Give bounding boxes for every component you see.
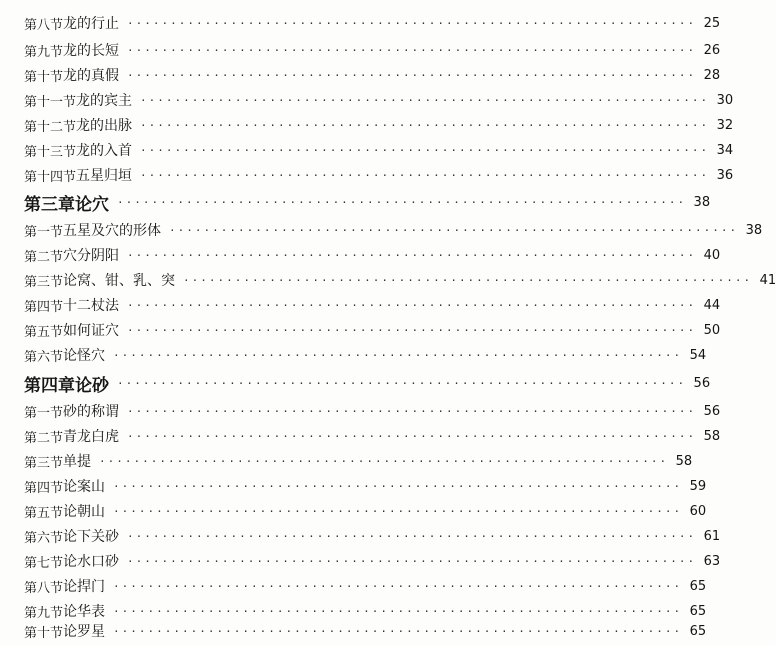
page-number: 65 <box>689 623 707 639</box>
section-title: 龙的行止 <box>63 16 120 32</box>
section-number: 第三节 <box>24 274 64 290</box>
page-number: 61 <box>703 528 721 544</box>
page-number: 38 <box>693 194 711 210</box>
page-number: 44 <box>703 297 721 313</box>
section-title: 龙的出脉 <box>76 118 133 134</box>
toc-entry <box>24 38 721 62</box>
dot-leader: ·································································· <box>140 93 710 107</box>
page-number: 40 <box>703 247 721 263</box>
section-title: 如何证穴 <box>63 323 120 339</box>
section-title: 十二杖法 <box>63 298 120 314</box>
dot-leader: ·································································· <box>140 168 710 182</box>
section-title: 龙的真假 <box>63 68 120 84</box>
toc-entry <box>24 343 707 367</box>
dot-leader: ·································································· <box>117 195 687 209</box>
section-title: 穴分阴阳 <box>63 248 120 264</box>
dot-leader: ·································································· <box>113 624 683 638</box>
dot-leader: ·································································· <box>113 348 683 362</box>
toc-entry <box>24 218 763 242</box>
section-number: 第七节 <box>24 555 64 571</box>
dot-leader: ·································································· <box>169 223 739 237</box>
section-number: 第二节 <box>24 430 64 446</box>
section-title: 论窝、钳、乳、突 <box>63 273 176 289</box>
dot-leader: ·································································· <box>127 298 697 312</box>
section-number: 第六节 <box>24 349 64 365</box>
page-number: 30 <box>716 92 734 108</box>
page-number: 26 <box>703 42 721 58</box>
dot-leader: ·································································· <box>127 248 697 262</box>
toc-entry <box>24 549 721 573</box>
toc-entry <box>24 268 776 292</box>
page-number: 50 <box>703 322 721 338</box>
page-number: 34 <box>716 142 734 158</box>
dot-leader: ·································································· <box>183 273 753 287</box>
section-number: 第九节 <box>24 605 64 621</box>
toc-chapter <box>24 371 711 396</box>
section-number: 第一节 <box>24 405 64 421</box>
page-number: 38 <box>745 222 763 238</box>
section-title: 龙的长短 <box>63 43 120 59</box>
page-number: 25 <box>703 15 721 31</box>
section-number: 第八节 <box>24 17 64 33</box>
page-number: 65 <box>689 603 707 619</box>
section-title: 龙的宾主 <box>76 93 133 109</box>
section-number: 第三节 <box>24 455 64 471</box>
section-title: 论案山 <box>63 479 106 495</box>
toc-entry <box>24 399 721 423</box>
dot-leader: ·································································· <box>113 504 683 518</box>
page-number: 58 <box>703 428 721 444</box>
dot-leader: ·································································· <box>113 579 683 593</box>
section-number: 第五节 <box>24 324 64 340</box>
section-title: 青龙白虎 <box>63 429 120 445</box>
chapter-number: 第四章 <box>24 375 75 396</box>
section-number: 第二节 <box>24 249 64 265</box>
toc-entry <box>24 474 707 498</box>
toc-entry <box>24 113 734 137</box>
dot-leader: ·································································· <box>127 554 697 568</box>
toc-entry <box>24 88 734 112</box>
page-number: 36 <box>716 167 734 183</box>
section-number: 第十三节 <box>24 144 77 160</box>
section-number: 第十一节 <box>24 94 77 110</box>
toc-entry <box>24 499 707 523</box>
section-title: 论下关砂 <box>63 529 120 545</box>
section-title: 单提 <box>63 454 92 470</box>
page-number: 32 <box>716 117 734 133</box>
dot-leader: ·································································· <box>140 118 710 132</box>
dot-leader: ·································································· <box>127 43 697 57</box>
dot-leader: ·································································· <box>127 16 697 30</box>
page-number: 58 <box>675 453 693 469</box>
page-number: 60 <box>689 503 707 519</box>
toc-entry <box>24 138 734 162</box>
dot-leader: ·································································· <box>140 143 710 157</box>
page-number: 56 <box>693 375 711 391</box>
dot-leader: ·································································· <box>127 429 697 443</box>
toc-chapter <box>24 190 711 215</box>
section-title: 论水口砂 <box>63 554 120 570</box>
page-number: 41 <box>759 272 776 288</box>
section-title: 砂的称谓 <box>63 404 120 420</box>
toc-entry <box>24 318 721 342</box>
toc-entry <box>24 524 721 548</box>
toc-entry <box>24 449 693 473</box>
section-number: 第十四节 <box>24 169 77 185</box>
section-number: 第八节 <box>24 580 64 596</box>
section-number: 第一节 <box>24 224 64 240</box>
section-number: 第十节 <box>24 625 64 641</box>
section-number: 第九节 <box>24 44 64 60</box>
dot-leader: ·································································· <box>113 479 683 493</box>
section-number: 第十二节 <box>24 119 77 135</box>
page-number: 54 <box>689 347 707 363</box>
section-title: 论华表 <box>63 604 106 620</box>
toc-entry <box>24 574 707 598</box>
section-number: 第四节 <box>24 480 64 496</box>
dot-leader: ·································································· <box>113 604 683 618</box>
dot-leader: ·································································· <box>117 376 687 390</box>
section-title: 五星归垣 <box>76 168 133 184</box>
section-title: 论罗星 <box>63 624 106 640</box>
chapter-title: 论穴 <box>75 194 109 215</box>
toc-entry <box>24 63 721 87</box>
dot-leader: ·································································· <box>127 529 697 543</box>
section-title: 龙的入首 <box>76 143 133 159</box>
page-number: 56 <box>703 403 721 419</box>
section-number: 第四节 <box>24 299 64 315</box>
section-title: 论朝山 <box>63 504 106 520</box>
chapter-title: 论砂 <box>75 375 109 396</box>
page-number: 63 <box>703 553 721 569</box>
dot-leader: ·································································· <box>127 323 697 337</box>
section-number: 第六节 <box>24 530 64 546</box>
section-number: 第十节 <box>24 69 64 85</box>
chapter-number: 第三章 <box>24 194 75 215</box>
section-title: 论怪穴 <box>63 348 106 364</box>
toc-entry <box>24 163 734 187</box>
section-title: 论捍门 <box>63 579 106 595</box>
page-number: 65 <box>689 578 707 594</box>
dot-leader: ·································································· <box>99 454 669 468</box>
toc-entry <box>24 11 721 35</box>
section-title: 五星及穴的形体 <box>63 223 162 239</box>
section-number: 第五节 <box>24 505 64 521</box>
page-number: 59 <box>689 478 707 494</box>
toc-entry <box>24 619 707 643</box>
toc-entry <box>24 243 721 267</box>
toc-entry <box>24 293 721 317</box>
page-number: 28 <box>703 67 721 83</box>
dot-leader: ·································································· <box>127 404 697 418</box>
dot-leader: ·································································· <box>127 68 697 82</box>
toc-entry <box>24 424 721 448</box>
